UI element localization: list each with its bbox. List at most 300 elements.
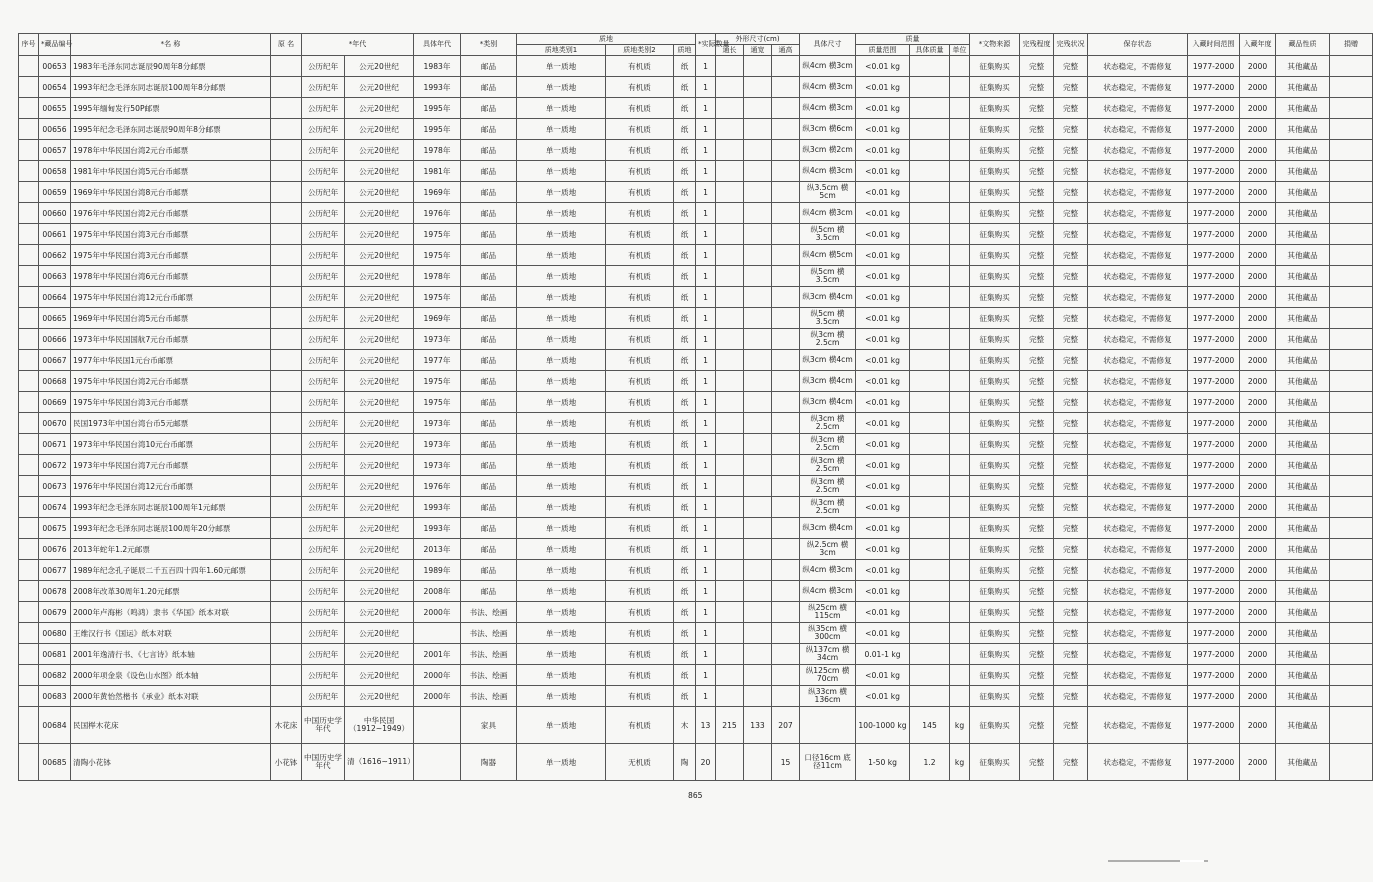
cell-w <box>744 686 772 707</box>
cell-size: 纵4cm 横3cm <box>800 161 856 182</box>
cell-tex: 纸 <box>674 161 696 182</box>
cell-era2: 中华民国（1912~1949） <box>345 707 414 744</box>
cell-unit <box>950 287 970 308</box>
cell-size <box>800 707 856 744</box>
cell-src: 征集购买 <box>970 686 1020 707</box>
cell-ey: 2000 <box>1240 413 1276 434</box>
cell-wr: <0.01 kg <box>856 434 910 455</box>
cell-pres: 状态稳定，不需修复 <box>1088 287 1188 308</box>
cell-era2: 公元20世纪 <box>345 98 414 119</box>
cell-m2: 有机质 <box>606 455 674 476</box>
cell-cond: 完整 <box>1054 497 1088 518</box>
cell-code: 00653 <box>39 56 71 77</box>
header-weight-range: 质量范围 <box>856 45 910 56</box>
cell-code: 00663 <box>39 266 71 287</box>
cell-tex: 纸 <box>674 602 696 623</box>
cell-year: 1969年 <box>414 308 461 329</box>
cell-cond: 完整 <box>1054 203 1088 224</box>
cell-wv <box>910 224 950 245</box>
cell-pres: 状态稳定，不需修复 <box>1088 77 1188 98</box>
cell-h <box>772 434 800 455</box>
cell-ey: 2000 <box>1240 686 1276 707</box>
cell-unit <box>950 539 970 560</box>
cell-unit <box>950 413 970 434</box>
cell-cond: 完整 <box>1054 581 1088 602</box>
cell-int: 完整 <box>1020 455 1054 476</box>
cell-m2: 有机质 <box>606 434 674 455</box>
cell-qty: 1 <box>696 287 716 308</box>
cell-pres: 状态稳定，不需修复 <box>1088 476 1188 497</box>
cell-cat: 邮品 <box>461 434 517 455</box>
cell-pres: 状态稳定，不需修复 <box>1088 686 1188 707</box>
header-weight-group: 质量 <box>856 34 970 45</box>
table-body <box>19 56 1373 781</box>
cell-cat: 邮品 <box>461 140 517 161</box>
cell-cond: 完整 <box>1054 744 1088 781</box>
cell-code: 00670 <box>39 413 71 434</box>
cell-tex: 纸 <box>674 182 696 203</box>
cell-unit <box>950 644 970 665</box>
cell-ey: 2000 <box>1240 602 1276 623</box>
cell-rem <box>1330 224 1373 245</box>
cell-m1: 单一质地 <box>517 623 606 644</box>
cell-range: 1977-2000 <box>1188 56 1240 77</box>
cell-wv <box>910 455 950 476</box>
cell-qty: 1 <box>696 602 716 623</box>
cell-era1: 公历纪年 <box>302 686 345 707</box>
cell-tex: 纸 <box>674 371 696 392</box>
cell-unit <box>950 560 970 581</box>
cell-era2: 公元20世纪 <box>345 245 414 266</box>
cell-h <box>772 623 800 644</box>
cell-m2: 有机质 <box>606 392 674 413</box>
cell-cond: 完整 <box>1054 644 1088 665</box>
cell-m2: 有机质 <box>606 371 674 392</box>
cell-wr: <0.01 kg <box>856 476 910 497</box>
cell-code: 00664 <box>39 287 71 308</box>
cell-int: 完整 <box>1020 707 1054 744</box>
cell-rem <box>1330 119 1373 140</box>
cell-pres: 状态稳定，不需修复 <box>1088 266 1188 287</box>
cell-range: 1977-2000 <box>1188 744 1240 781</box>
cell-cat: 家具 <box>461 707 517 744</box>
cell-seq <box>19 581 39 602</box>
cell-year: 1983年 <box>414 56 461 77</box>
cell-ey: 2000 <box>1240 476 1276 497</box>
cell-w <box>744 266 772 287</box>
cell-ey: 2000 <box>1240 392 1276 413</box>
cell-rem <box>1330 140 1373 161</box>
cell-size: 纵137cm 横34cm <box>800 644 856 665</box>
cell-era1: 公历纪年 <box>302 161 345 182</box>
cell-src: 征集购买 <box>970 455 1020 476</box>
cell-qty: 1 <box>696 161 716 182</box>
cell-era1: 公历纪年 <box>302 581 345 602</box>
cell-seq <box>19 77 39 98</box>
cell-wv <box>910 182 950 203</box>
header-length: 通长 <box>716 45 744 56</box>
cell-int: 完整 <box>1020 744 1054 781</box>
cell-seq <box>19 329 39 350</box>
cell-range: 1977-2000 <box>1188 161 1240 182</box>
cell-m1: 单一质地 <box>517 266 606 287</box>
cell-tex: 纸 <box>674 539 696 560</box>
cell-name: 2000年卢海彬（鸣鸿）隶书《华国》纸本对联 <box>71 602 271 623</box>
cell-unit: kg <box>950 707 970 744</box>
cell-w <box>744 140 772 161</box>
cell-l <box>716 245 744 266</box>
header-seq: 序号 <box>19 34 39 56</box>
cell-size: 纵3.5cm 横5cm <box>800 182 856 203</box>
cell-pres: 状态稳定，不需修复 <box>1088 119 1188 140</box>
cell-w <box>744 539 772 560</box>
cell-m1: 单一质地 <box>517 119 606 140</box>
cell-rem <box>1330 266 1373 287</box>
cell-wv <box>910 56 950 77</box>
cell-orig <box>271 56 302 77</box>
cell-int: 完整 <box>1020 497 1054 518</box>
cell-qty: 1 <box>696 224 716 245</box>
cell-src: 征集购买 <box>970 224 1020 245</box>
cell-seq <box>19 602 39 623</box>
cell-size: 纵4cm 横5cm <box>800 245 856 266</box>
cell-code: 00682 <box>39 665 71 686</box>
cell-wr: <0.01 kg <box>856 119 910 140</box>
cell-range: 1977-2000 <box>1188 602 1240 623</box>
cell-wr: <0.01 kg <box>856 140 910 161</box>
cell-src: 征集购买 <box>970 350 1020 371</box>
cell-wv <box>910 665 950 686</box>
cell-rem <box>1330 329 1373 350</box>
cell-l <box>716 497 744 518</box>
cell-w <box>744 744 772 781</box>
cell-src: 征集购买 <box>970 413 1020 434</box>
cell-h <box>772 203 800 224</box>
cell-h <box>772 539 800 560</box>
cell-unit <box>950 224 970 245</box>
cell-orig <box>271 644 302 665</box>
cell-unit <box>950 308 970 329</box>
cell-m1: 单一质地 <box>517 77 606 98</box>
header-name: *名 称 <box>71 34 271 56</box>
cell-code: 00655 <box>39 98 71 119</box>
cell-name: 1993年纪念毛泽东同志诞辰100周年1元邮票 <box>71 497 271 518</box>
cell-rem <box>1330 98 1373 119</box>
cell-tex: 纸 <box>674 203 696 224</box>
cell-tex: 纸 <box>674 434 696 455</box>
cell-orig <box>271 623 302 644</box>
cell-orig <box>271 665 302 686</box>
cell-m1: 单一质地 <box>517 434 606 455</box>
table-row <box>19 119 1373 140</box>
cell-nat: 其他藏品 <box>1276 224 1330 245</box>
cell-m2: 有机质 <box>606 182 674 203</box>
cell-name: 1983年毛泽东同志诞辰90周年8分邮票 <box>71 56 271 77</box>
cell-orig <box>271 329 302 350</box>
cell-h <box>772 245 800 266</box>
cell-src: 征集购买 <box>970 392 1020 413</box>
cell-nat: 其他藏品 <box>1276 161 1330 182</box>
cell-orig <box>271 119 302 140</box>
cell-qty: 1 <box>696 455 716 476</box>
cell-m2: 有机质 <box>606 518 674 539</box>
cell-wv <box>910 413 950 434</box>
cell-cat: 邮品 <box>461 497 517 518</box>
table-row <box>19 476 1373 497</box>
cell-src: 征集购买 <box>970 623 1020 644</box>
table-row <box>19 539 1373 560</box>
cell-era1: 公历纪年 <box>302 602 345 623</box>
cell-cat: 书法、绘画 <box>461 665 517 686</box>
cell-code: 00665 <box>39 308 71 329</box>
cell-qty: 1 <box>696 182 716 203</box>
cell-unit: kg <box>950 744 970 781</box>
cell-rem <box>1330 455 1373 476</box>
cell-wr: <0.01 kg <box>856 413 910 434</box>
cell-wv <box>910 308 950 329</box>
cell-l <box>716 329 744 350</box>
cell-cond: 完整 <box>1054 182 1088 203</box>
cell-year: 1975年 <box>414 224 461 245</box>
cell-cat: 邮品 <box>461 56 517 77</box>
cell-unit <box>950 581 970 602</box>
header-integrity: 完残程度 <box>1020 34 1054 56</box>
cell-wv <box>910 371 950 392</box>
cell-era2: 公元20世纪 <box>345 203 414 224</box>
cell-h <box>772 455 800 476</box>
header-preservation: 保存状态 <box>1088 34 1188 56</box>
cell-qty: 20 <box>696 744 716 781</box>
cell-l <box>716 371 744 392</box>
cell-wv <box>910 518 950 539</box>
table-row <box>19 266 1373 287</box>
cell-size: 纵3cm 横6cm <box>800 119 856 140</box>
table-row <box>19 161 1373 182</box>
cell-name: 1976年中华民国台湾2元台币邮票 <box>71 203 271 224</box>
cell-name: 1973年中华民国国航7元台币邮票 <box>71 329 271 350</box>
cell-ey: 2000 <box>1240 308 1276 329</box>
cell-year <box>414 744 461 781</box>
cell-era1: 公历纪年 <box>302 308 345 329</box>
header-specific-era: 具体年代 <box>414 34 461 56</box>
cell-nat: 其他藏品 <box>1276 266 1330 287</box>
cell-wr: 100-1000 kg <box>856 707 910 744</box>
cell-cat: 邮品 <box>461 77 517 98</box>
cell-m1: 单一质地 <box>517 245 606 266</box>
cell-pres: 状态稳定，不需修复 <box>1088 350 1188 371</box>
header-source: *文物来源 <box>970 34 1020 56</box>
cell-name: 1975年中华民国台湾12元台币邮票 <box>71 287 271 308</box>
cell-tex: 木 <box>674 707 696 744</box>
cell-int: 完整 <box>1020 77 1054 98</box>
table-row <box>19 224 1373 245</box>
cell-w: 133 <box>744 707 772 744</box>
cell-pres: 状态稳定，不需修复 <box>1088 581 1188 602</box>
header-orig-name: 原 名 <box>271 34 302 56</box>
cell-int: 完整 <box>1020 350 1054 371</box>
cell-rem <box>1330 392 1373 413</box>
cell-era2: 公元20世纪 <box>345 224 414 245</box>
cell-m2: 无机质 <box>606 744 674 781</box>
cell-cond: 完整 <box>1054 119 1088 140</box>
cell-tex: 纸 <box>674 413 696 434</box>
cell-h <box>772 182 800 203</box>
cell-orig <box>271 476 302 497</box>
cell-size: 纵3cm 横2.5cm <box>800 476 856 497</box>
cell-m2: 有机质 <box>606 497 674 518</box>
cell-era1: 公历纪年 <box>302 224 345 245</box>
cell-orig <box>271 518 302 539</box>
cell-w <box>744 623 772 644</box>
cell-qty: 1 <box>696 350 716 371</box>
cell-era1: 公历纪年 <box>302 665 345 686</box>
cell-era1: 公历纪年 <box>302 476 345 497</box>
cell-int: 完整 <box>1020 602 1054 623</box>
cell-ey: 2000 <box>1240 245 1276 266</box>
cell-unit <box>950 161 970 182</box>
cell-pres: 状态稳定，不需修复 <box>1088 224 1188 245</box>
cell-pres: 状态稳定，不需修复 <box>1088 182 1188 203</box>
header-entry-year: 入藏年度 <box>1240 34 1276 56</box>
cell-era1: 中国历史学年代 <box>302 744 345 781</box>
cell-nat: 其他藏品 <box>1276 707 1330 744</box>
cell-l: 215 <box>716 707 744 744</box>
cell-wv <box>910 602 950 623</box>
cell-h <box>772 266 800 287</box>
cell-h <box>772 602 800 623</box>
cell-rem <box>1330 707 1373 744</box>
cell-unit <box>950 329 970 350</box>
cell-seq <box>19 644 39 665</box>
cell-range: 1977-2000 <box>1188 413 1240 434</box>
cell-era2: 公元20世纪 <box>345 266 414 287</box>
cell-l <box>716 203 744 224</box>
cell-orig <box>271 455 302 476</box>
table-row <box>19 98 1373 119</box>
cell-era1: 公历纪年 <box>302 623 345 644</box>
cell-cat: 邮品 <box>461 392 517 413</box>
cell-era2: 公元20世纪 <box>345 350 414 371</box>
cell-range: 1977-2000 <box>1188 686 1240 707</box>
cell-cat: 邮品 <box>461 518 517 539</box>
cell-cond: 完整 <box>1054 665 1088 686</box>
cell-range: 1977-2000 <box>1188 392 1240 413</box>
cell-name: 1969年中华民国台湾5元台币邮票 <box>71 308 271 329</box>
cell-pres: 状态稳定，不需修复 <box>1088 308 1188 329</box>
cell-name: 1975年中华民国台湾2元台币邮票 <box>71 371 271 392</box>
cell-ey: 2000 <box>1240 161 1276 182</box>
cell-h <box>772 161 800 182</box>
cell-int: 完整 <box>1020 287 1054 308</box>
cell-nat: 其他藏品 <box>1276 350 1330 371</box>
cell-m1: 单一质地 <box>517 203 606 224</box>
cell-range: 1977-2000 <box>1188 266 1240 287</box>
table-row <box>19 434 1373 455</box>
cell-m1: 单一质地 <box>517 518 606 539</box>
cell-year: 1975年 <box>414 392 461 413</box>
cell-nat: 其他藏品 <box>1276 665 1330 686</box>
cell-cond: 完整 <box>1054 371 1088 392</box>
cell-m1: 单一质地 <box>517 224 606 245</box>
cell-seq <box>19 665 39 686</box>
cell-int: 完整 <box>1020 392 1054 413</box>
cell-m2: 有机质 <box>606 644 674 665</box>
cell-era2: 公元20世纪 <box>345 329 414 350</box>
cell-year: 1975年 <box>414 371 461 392</box>
cell-w <box>744 497 772 518</box>
cell-src: 征集购买 <box>970 539 1020 560</box>
cell-h <box>772 98 800 119</box>
cell-wv <box>910 350 950 371</box>
cell-seq <box>19 371 39 392</box>
cell-m2: 有机质 <box>606 98 674 119</box>
cell-w <box>744 413 772 434</box>
cell-orig: 木花床 <box>271 707 302 744</box>
cell-rem <box>1330 560 1373 581</box>
cell-nat: 其他藏品 <box>1276 434 1330 455</box>
cell-src: 征集购买 <box>970 560 1020 581</box>
header-code: *藏品编号 <box>39 34 71 56</box>
cell-ey: 2000 <box>1240 455 1276 476</box>
cell-cat: 书法、绘画 <box>461 686 517 707</box>
cell-year: 1977年 <box>414 350 461 371</box>
cell-orig <box>271 350 302 371</box>
cell-tex: 纸 <box>674 665 696 686</box>
cell-qty: 1 <box>696 203 716 224</box>
cell-seq <box>19 518 39 539</box>
cell-h <box>772 560 800 581</box>
cell-name: 王维汉行书《国运》纸本对联 <box>71 623 271 644</box>
cell-w <box>744 329 772 350</box>
cell-m2: 有机质 <box>606 581 674 602</box>
cell-m2: 有机质 <box>606 140 674 161</box>
cell-wv <box>910 119 950 140</box>
cell-era1: 公历纪年 <box>302 140 345 161</box>
cell-cond: 完整 <box>1054 140 1088 161</box>
cell-name: 1995年缅甸发行50P邮票 <box>71 98 271 119</box>
cell-range: 1977-2000 <box>1188 539 1240 560</box>
cell-pres: 状态稳定，不需修复 <box>1088 161 1188 182</box>
cell-year: 1981年 <box>414 161 461 182</box>
cell-h <box>772 140 800 161</box>
cell-pres: 状态稳定，不需修复 <box>1088 455 1188 476</box>
cell-int: 完整 <box>1020 560 1054 581</box>
cell-ey: 2000 <box>1240 744 1276 781</box>
cell-seq <box>19 497 39 518</box>
cell-l <box>716 518 744 539</box>
cell-cat: 陶器 <box>461 744 517 781</box>
cell-size: 纵4cm 横3cm <box>800 98 856 119</box>
cell-size: 纵5cm 横3.5cm <box>800 224 856 245</box>
cell-m2: 有机质 <box>606 686 674 707</box>
cell-range: 1977-2000 <box>1188 308 1240 329</box>
cell-range: 1977-2000 <box>1188 371 1240 392</box>
cell-cond: 完整 <box>1054 224 1088 245</box>
catalog-sheet <box>18 33 1359 781</box>
cell-tex: 纸 <box>674 350 696 371</box>
cell-src: 征集购买 <box>970 581 1020 602</box>
cell-code: 00679 <box>39 602 71 623</box>
cell-pres: 状态稳定，不需修复 <box>1088 560 1188 581</box>
cell-unit <box>950 686 970 707</box>
cell-cond: 完整 <box>1054 413 1088 434</box>
scan-mark-gap <box>1180 860 1204 862</box>
cell-wv <box>910 245 950 266</box>
table-row <box>19 182 1373 203</box>
cell-seq <box>19 455 39 476</box>
cell-w <box>744 665 772 686</box>
page-number: 865 <box>688 791 703 800</box>
